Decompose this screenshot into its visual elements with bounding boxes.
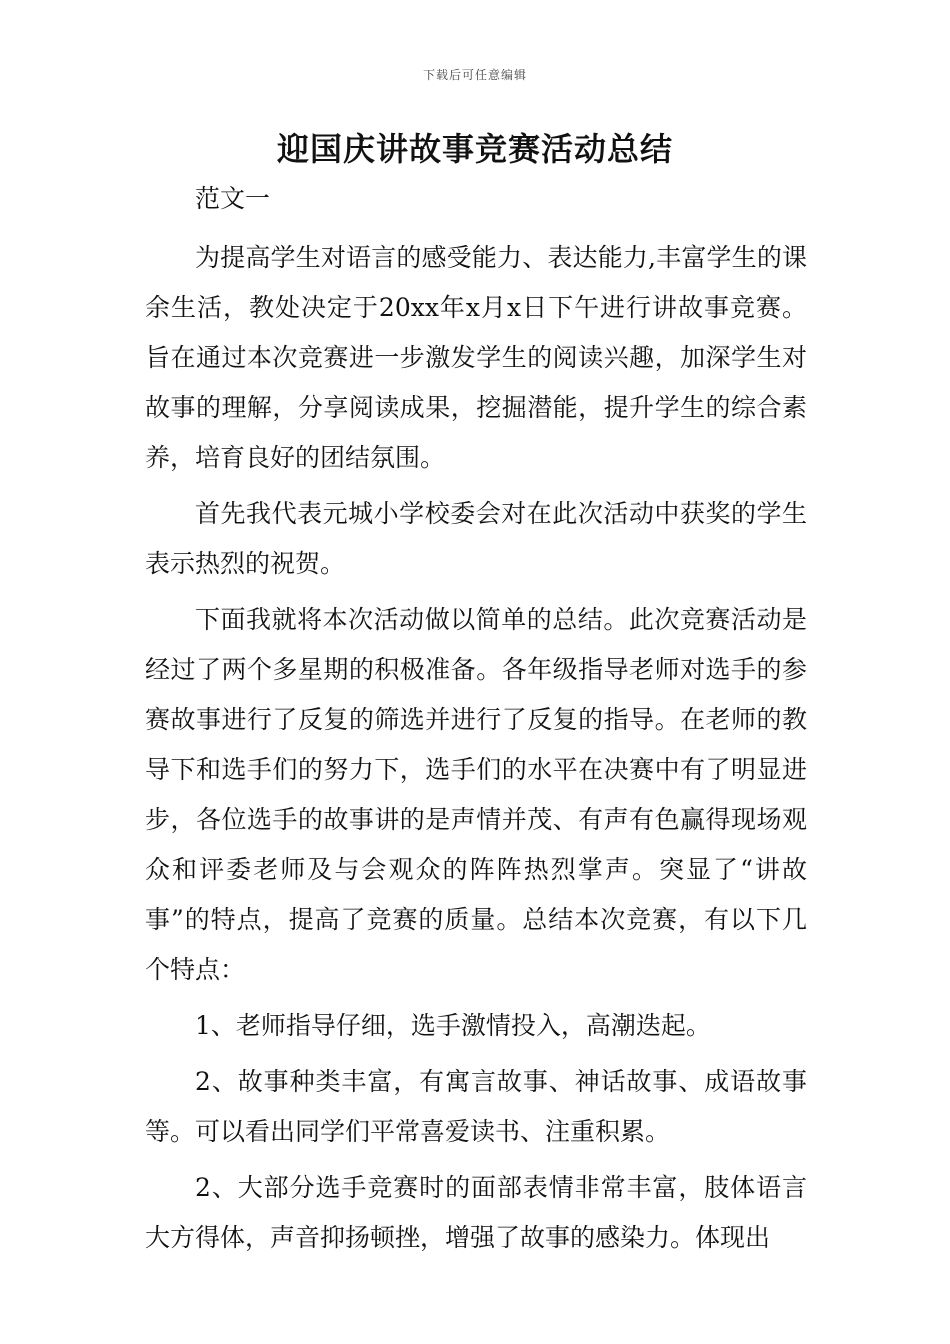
- list-item-feature-3: 2、大部分选手竞赛时的面部表情非常丰富，肢体语言大方得体，声音抑扬顿挫，增强了故事的感染力。体现出: [145, 1173, 807, 1252]
- list-item-feature-2: 2、故事种类丰富，有寓言故事、神话故事、成语故事等。可以看出同学们平常喜爱读书、注重积累。: [145, 1067, 807, 1146]
- document-body: [145, 174, 807, 1263]
- paragraph-intro: 为提高学生对语言的感受能力、表达能力,丰富学生的课余生活，教处决定于20xx年x月x日下午进行讲故事竞赛。旨在通过本次竞赛进一步激发学生的阅读兴趣，加深学生对故事的理解，分享阅读成果，挖掘潜能，提升学生的综合素 养，培育良好的团结氛围。: [145, 243, 807, 472]
- list-item-feature-1: 1、老师指导仔细，选手激情投入，高潮迭起。: [195, 1011, 711, 1040]
- paragraph-summary: 下面我就将本次活动做以简单的总结。此次竞赛活动是经过了两个多星期的积极准备。各年级指导老师对选手的参赛故事进行了反复的筛选并进行了反复的指导。在老师的教导下和选手们的努力下，选手们的水平在决赛中有了明显进步，各位选手的故事讲的是声情并茂、有声有色赢得现场观众和评委老师及与会观众的阵阵热烈掌声。突显了“讲故事”的特点，提高了竞赛的质量。总结本次竞赛，有以下几个特点：: [145, 605, 807, 984]
- section-label: 范文一: [195, 184, 271, 213]
- document-title: 迎国庆讲故事竞赛活动总结: [276, 130, 673, 168]
- header-note: 下载后可任意编辑: [422, 68, 527, 82]
- paragraph-congratulations: 首先我代表元城小学校委会对在此次活动中获奖的学生表示热烈的祝贺。: [145, 499, 807, 578]
